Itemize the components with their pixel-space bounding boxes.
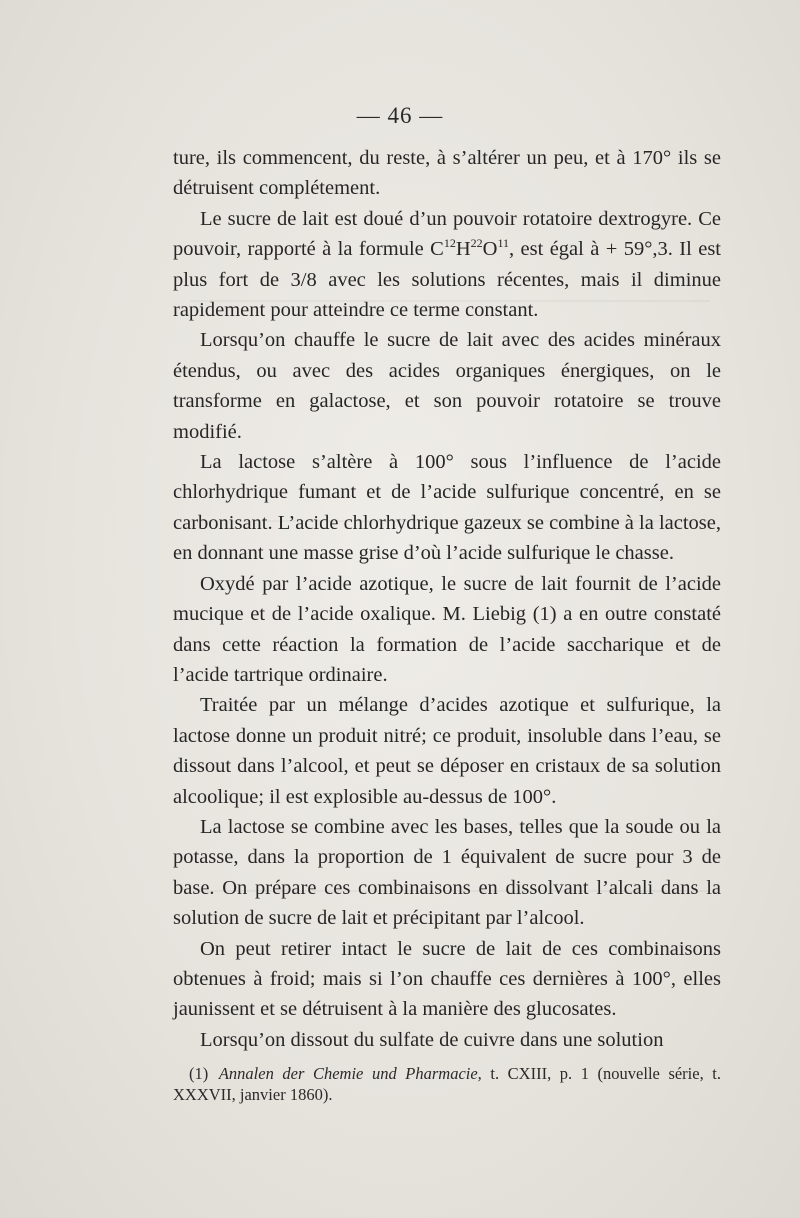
footnote-journal-title: Annalen der Chemie und Pharmacie, — [218, 1064, 482, 1083]
formula-element: H — [455, 238, 471, 261]
paragraph-8 — [173, 934, 721, 1025]
paragraph-1 — [173, 143, 721, 204]
paragraph-text: , est égal à + 59°,3. Il est plus fort de 3/8 avec les solutions récentes, mais il diminue rapidement pour atteindre ce terme constant. — [173, 238, 721, 322]
footnote — [173, 1063, 721, 1105]
formula-subscript: 22 — [470, 236, 483, 251]
footnote-mark: (1) — [189, 1064, 209, 1083]
formula-element: O — [482, 238, 498, 261]
paragraph-text: ture, ils commencent, du reste, à s’altérer un peu, et à 170° ils se détruisent complétement. — [173, 147, 721, 200]
page-number: — 46 — — [356, 103, 444, 128]
paragraph-text: La lactose s’altère à 100° sous l’influence de l’acide chlorhydrique fumant et de l’acide sulfurique concentré, en se carbonisant. L’acide chlorhydrique gazeux se combine à la lactose, en donnant une masse grise d’où l’acide sulfurique le chasse. — [173, 451, 721, 565]
paragraph-9 — [173, 1025, 721, 1055]
paragraph-7 — [173, 812, 721, 934]
paragraph-6 — [173, 690, 721, 812]
paragraph-text: Lorsqu’on dissout du sulfate de cuivre dans une solution — [200, 1028, 664, 1051]
paragraph-text: Oxydé par l’acide azotique, le sucre de lait fournit de l’acide mucique et de l’acide oxalique. M. Liebig (1) a en outre constaté dans cette réaction la formation de l’acide saccharique et de l’acide tartrique ordinaire. — [173, 572, 721, 686]
footnote-reference: t. CXIII, p. 1 (nouvelle série, t. XXXVII, janvier 1860). — [173, 1064, 721, 1104]
paragraph-text: Le sucre de lait est doué d’un pouvoir rotatoire dextrogyre. Ce pouvoir, rapporté à la formule C — [173, 207, 721, 261]
paragraph-text: Traitée par un mélange d’acides azotique et sulfurique, la lactose donne un produit nitré; ce produit, insoluble dans l’eau, se dissout dans l’alcool, et peut se déposer en cristaux de sa solution alcoolique; il est explosible au-dessus de 100°. — [173, 694, 721, 808]
body-text — [173, 143, 721, 1055]
paragraph-text: La lactose se combine avec les bases, telles que la soude ou la potasse, dans la proportion de 1 équivalent de sucre pour 3 de base. On prépare ces combinaisons en dissolvant l’alcali dans la solution de sucre de lait et précipitant par l’alcool. — [173, 815, 721, 930]
paragraph-text: Lorsqu’on chauffe le sucre de lait avec des acides minéraux étendus, ou avec des acides organiques énergiques, on le transforme en galactose, et son pouvoir rotatoire se trouve modifié. — [173, 329, 721, 443]
paragraph-5 — [173, 569, 721, 691]
paragraph-4 — [173, 447, 721, 569]
paragraph-3 — [173, 325, 721, 447]
formula-subscript: 11 — [497, 236, 510, 251]
paragraph-text: On peut retirer intact le sucre de lait de ces combinaisons obtenues à froid; mais si l’on chauffe ces dernières à 100°, elles jaunissent et se détruisent à la manière des glucosates. — [173, 937, 721, 1021]
paragraph-2 — [173, 204, 721, 326]
formula-subscript: 12 — [443, 236, 456, 251]
